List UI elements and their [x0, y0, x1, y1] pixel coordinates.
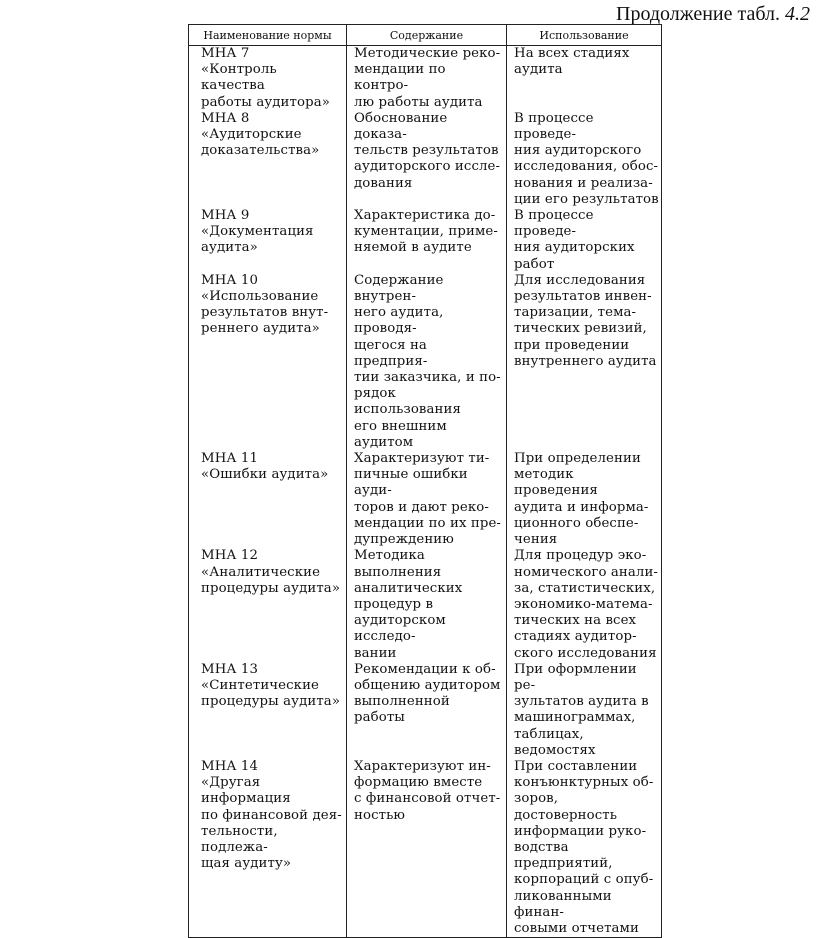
usage-cell: Для исследования результатов инвен- таризации, тема- тических ревизий, при проведении внутреннего аудита [507, 273, 662, 451]
norm-name-cell: МНА 14 «Другая информация по финансовой дея- тельности, подлежа- щая аудиту» [189, 759, 347, 938]
norm-name-cell: МНА 7 «Контроль качества работы аудитора» [189, 46, 347, 111]
table-row [189, 208, 662, 273]
table-caption [616, 2, 810, 26]
table-row [189, 548, 662, 661]
norm-name-cell: МНА 10 «Использование результатов внут- реннего аудита» [189, 273, 347, 451]
usage-cell: В процессе проведе- ния аудиторских работ [507, 208, 662, 273]
usage-cell: На всех стадиях аудита [507, 46, 662, 111]
header-usage: Использование [507, 25, 662, 46]
content-cell: Характеризуют ин- формацию вместе с финансовой отчет- ностью [347, 759, 507, 938]
caption-prefix: Продолжение табл. [616, 3, 780, 25]
content-cell: Характеризуют ти- пичные ошибки ауди- торов и дают реко- мендации по их пре- дупреждению [347, 451, 507, 548]
content-cell: Методика выполнения аналитических процедур в аудиторском исследо- вании [347, 548, 507, 661]
usage-cell: При составлении конъюнктурных об- зоров, достоверность информации руко- водства предприятий, корпораций с опуб- ликованными финан- совыми отчетами [507, 759, 662, 938]
content-cell: Рекомендации к об- общению аудитором выполненной работы [347, 662, 507, 759]
content-cell: Характеристика до- кументации, приме- няемой в аудите [347, 208, 507, 273]
table-row [189, 273, 662, 451]
table-row [189, 662, 662, 759]
norm-name-cell: МНА 12 «Аналитические процедуры аудита» [189, 548, 347, 661]
norm-name-cell: МНА 9 «Документация аудита» [189, 208, 347, 273]
header-row [189, 25, 662, 46]
content-cell: Содержание внутрен- него аудита, проводя- щегося на предприя- тии заказчика, и по- рядок использования его внешним аудитом [347, 273, 507, 451]
usage-cell: В процессе проведе- ния аудиторского исследования, обос- нования и реализа- ции его результатов [507, 111, 662, 208]
table-row [189, 451, 662, 548]
usage-cell: Для процедур эко- номического анали- за, статистических, экономико-матема- тических на всех стадиях аудитор- ского исследования [507, 548, 662, 661]
header-content: Содержание [347, 25, 507, 46]
audit-norms-table [188, 24, 662, 938]
content-cell: Обоснование доказа- тельств результатов аудиторского иссле- дования [347, 111, 507, 208]
content-cell: Методические реко- мендации по контро- лю работы аудита [347, 46, 507, 111]
table-row [189, 111, 662, 208]
caption-number: 4.2 [785, 3, 810, 25]
norm-name-cell: МНА 8 «Аудиторские доказательства» [189, 111, 347, 208]
norm-name-cell: МНА 11 «Ошибки аудита» [189, 451, 347, 548]
table-row [189, 46, 662, 111]
usage-cell: При оформлении ре- зультатов аудита в машинограммах, таблицах, ведомостях [507, 662, 662, 759]
table-row [189, 759, 662, 938]
header-norm-name: Наименование нормы [189, 25, 347, 46]
norm-name-cell: МНА 13 «Синтетические процедуры аудита» [189, 662, 347, 759]
usage-cell: При определении методик проведения аудита и информа- ционного обеспе- чения [507, 451, 662, 548]
